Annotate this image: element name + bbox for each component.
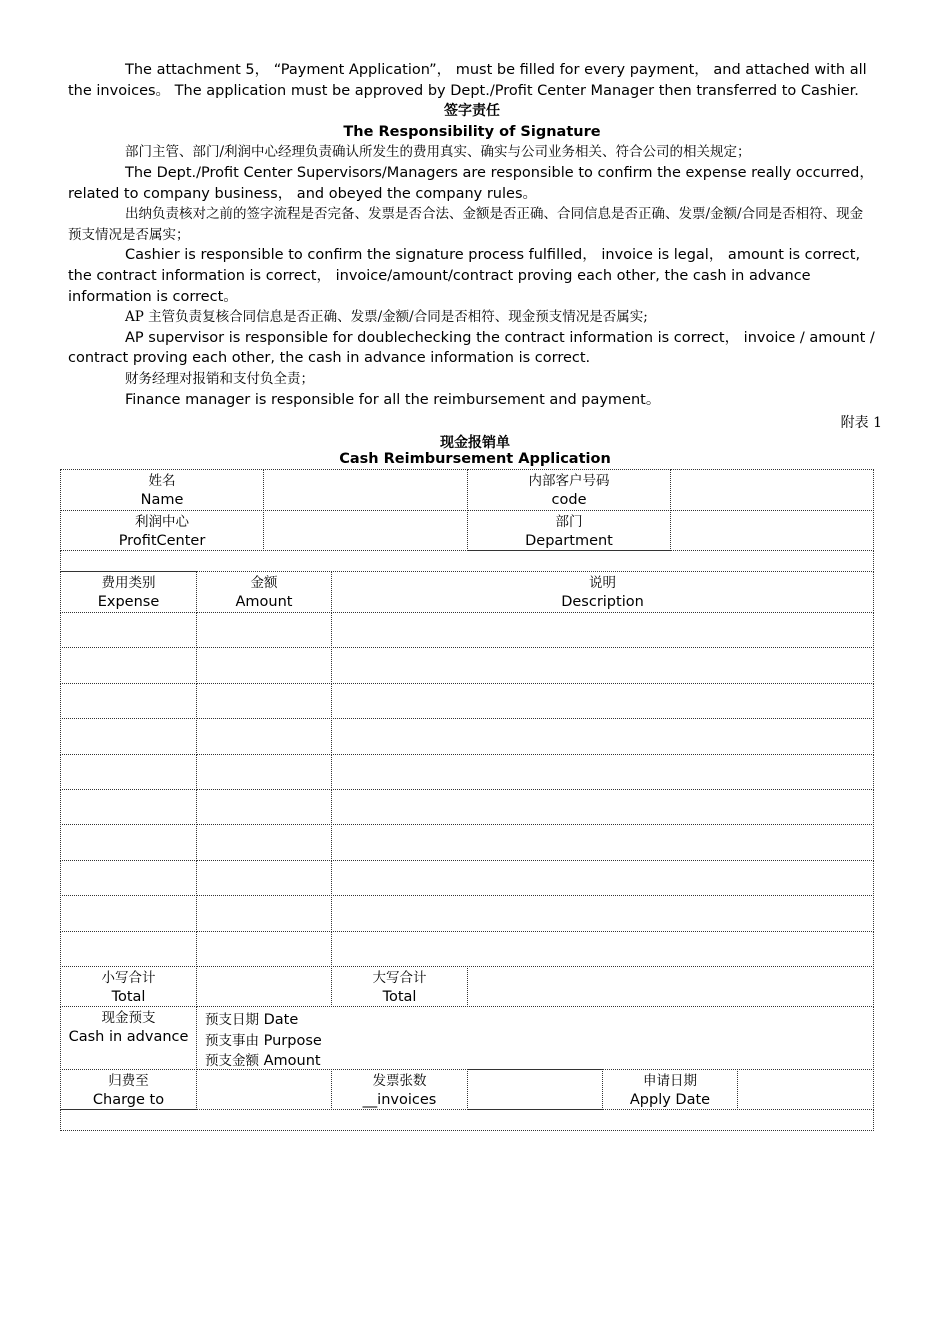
expense-header: [60, 571, 197, 613]
invoices-field[interactable]: [467, 1069, 603, 1110]
description-cell[interactable]: [331, 718, 874, 755]
code-label-en: code: [551, 492, 587, 508]
form-title-en: Cash Reimbursement Application: [339, 451, 611, 467]
advance-amount-cn: 预支金额: [205, 1053, 259, 1069]
total-big-label-cell: [331, 966, 468, 1007]
apply-date-label-cn: 申请日期: [643, 1073, 697, 1089]
name-field[interactable]: [263, 469, 468, 511]
advance-purpose-line: [205, 1031, 865, 1052]
apply-date-field[interactable]: [737, 1069, 874, 1110]
total-big-label-en: Total: [382, 989, 417, 1005]
amount-header-en: Amount: [235, 594, 293, 610]
profit-center-label-cell: [60, 510, 264, 551]
expense-cell[interactable]: [60, 718, 197, 755]
description-cell[interactable]: [331, 754, 874, 790]
spacer-row: [60, 550, 874, 572]
description-cell[interactable]: [331, 895, 874, 932]
description-cell[interactable]: [331, 931, 874, 967]
amount-cell[interactable]: [196, 824, 332, 861]
amount-cell[interactable]: [196, 860, 332, 896]
amount-cell[interactable]: [196, 789, 332, 825]
code-label-cell: [467, 469, 671, 511]
charge-to-field[interactable]: [196, 1069, 332, 1110]
invoices-label-cn: 发票张数: [372, 1073, 427, 1089]
code-field[interactable]: [670, 469, 874, 511]
expense-header-cn: 费用类别: [101, 575, 156, 591]
description-header-en: Description: [561, 594, 644, 610]
advance-amount-en: Amount: [263, 1053, 321, 1069]
description-cell[interactable]: [331, 824, 874, 861]
expense-cell[interactable]: [60, 789, 197, 825]
charge-to-label-en: Charge to: [92, 1092, 165, 1108]
signature-p1-cn: 部门主管、部门/利润中心经理负责确认所发生的费用真实、确实与公司业务相关、符合公司的相关规定；: [125, 144, 751, 161]
advance-purpose-cn: 预支事由: [205, 1032, 259, 1049]
amount-cell[interactable]: [196, 683, 332, 719]
name-label-cn: 姓名: [148, 473, 176, 489]
expense-cell[interactable]: [60, 683, 197, 719]
expense-header-en: Expense: [97, 594, 160, 610]
amount-cell[interactable]: [196, 718, 332, 755]
charge-to-label-cn: 归费至: [108, 1073, 149, 1089]
advance-date-cn: 预支日期: [205, 1012, 259, 1028]
profit-center-field[interactable]: [263, 510, 468, 551]
cash-advance-label-cell: [60, 1006, 197, 1070]
signature-text-block: [68, 60, 876, 410]
total-small-field[interactable]: [196, 966, 332, 1007]
signature-p4-en: Finance manager is responsible for all the reimbursement and payment。: [125, 391, 661, 408]
expense-cell[interactable]: [60, 647, 197, 684]
signature-p2-en: Cashier is responsible to confirm the signature process fulfilled， invoice is legal， amount is correct, the contract information is correct， invoice/amount/contract proving each other, the cash in advance information is correct。: [68, 247, 861, 305]
description-cell[interactable]: [331, 683, 874, 719]
invoices-label-cell: [331, 1069, 468, 1110]
amount-cell[interactable]: [196, 895, 332, 932]
expense-cell[interactable]: [60, 895, 197, 932]
total-small-label-cell: [60, 966, 197, 1007]
advance-date-line: [205, 1010, 865, 1031]
name-label-en: Name: [140, 492, 184, 508]
apply-date-label-cell: [602, 1069, 738, 1110]
charge-to-label-cell: [60, 1069, 197, 1110]
amount-cell[interactable]: [196, 754, 332, 790]
description-cell[interactable]: [331, 789, 874, 825]
form-title-cn: 现金报销单: [440, 435, 510, 451]
profit-center-label-en: ProfitCenter: [118, 533, 206, 549]
amount-cell[interactable]: [196, 931, 332, 967]
total-big-label-cn: 大写合计: [372, 970, 427, 986]
invoices-label-en: __invoices: [362, 1092, 437, 1108]
total-big-field[interactable]: [467, 966, 874, 1007]
cash-advance-details[interactable]: [196, 1006, 874, 1070]
total-small-label-en: Total: [111, 989, 146, 1005]
advance-purpose-en: Purpose: [263, 1032, 322, 1049]
description-cell[interactable]: [331, 860, 874, 896]
expense-cell[interactable]: [60, 931, 197, 967]
signature-p1-en: The Dept./Profit Center Supervisors/Managers are responsible to confirm the expense really occurred，related to company business， and obeyed the company rules。: [68, 164, 874, 202]
apply-date-label-en: Apply Date: [629, 1092, 711, 1108]
signature-p3-en: AP supervisor is responsible for doublechecking the contract information is correct， invoice / amount / contract proving each other, the cash in advance information is correct.: [68, 329, 875, 367]
description-cell[interactable]: [331, 647, 874, 684]
signature-title-cn: 签字责任: [444, 103, 500, 120]
signature-p4-cn: 财务经理对报销和支付负全责；: [125, 370, 314, 387]
department-label-en: Department: [525, 533, 613, 549]
cash-advance-label-en: Cash in advance: [68, 1029, 189, 1045]
expense-cell[interactable]: [60, 824, 197, 861]
amount-cell[interactable]: [196, 647, 332, 684]
intro-paragraph: The attachment 5， “Payment Application”， must be filled for every payment， and attached with all the invoices。 The application must be approved by Dept./Profit Center Manager then transferred to Cashier.: [68, 62, 867, 99]
profit-center-label-cn: 利润中心: [135, 514, 189, 530]
department-field[interactable]: [670, 510, 874, 551]
description-header: [331, 571, 874, 613]
advance-date-en: Date: [263, 1012, 299, 1028]
signature-title-en: The Responsibility of Signature: [343, 123, 601, 140]
expense-cell[interactable]: [60, 860, 197, 896]
amount-header: [196, 571, 332, 613]
cash-advance-label-cn: 现金预支: [101, 1010, 156, 1026]
expense-cell[interactable]: [60, 754, 197, 790]
description-header-cn: 说明: [589, 575, 616, 591]
code-label-cn: 内部客户号码: [528, 473, 610, 489]
name-label-cell: [60, 469, 264, 511]
amount-cell[interactable]: [196, 612, 332, 648]
attachment-label: 附表 1: [840, 415, 882, 431]
amount-header-cn: 金额: [250, 575, 278, 591]
description-cell[interactable]: [331, 612, 874, 648]
department-label-cn: 部门: [555, 514, 583, 530]
bottom-spacer-row: [60, 1109, 874, 1131]
total-small-label-cn: 小写合计: [101, 970, 156, 986]
department-label-cell: [467, 510, 671, 551]
signature-p2-cn: 出纳负责核对之前的签字流程是否完备、发票是否合法、金额是否正确、合同信息是否正确、发票/金额/合同是否相符、现金预支情况是否属实；: [68, 206, 864, 243]
signature-p3-cn: AP 主管负责复核合同信息是否正确、发票/金额/合同是否相符、现金预支情况是否属实;: [125, 309, 648, 326]
expense-cell[interactable]: [60, 612, 197, 648]
